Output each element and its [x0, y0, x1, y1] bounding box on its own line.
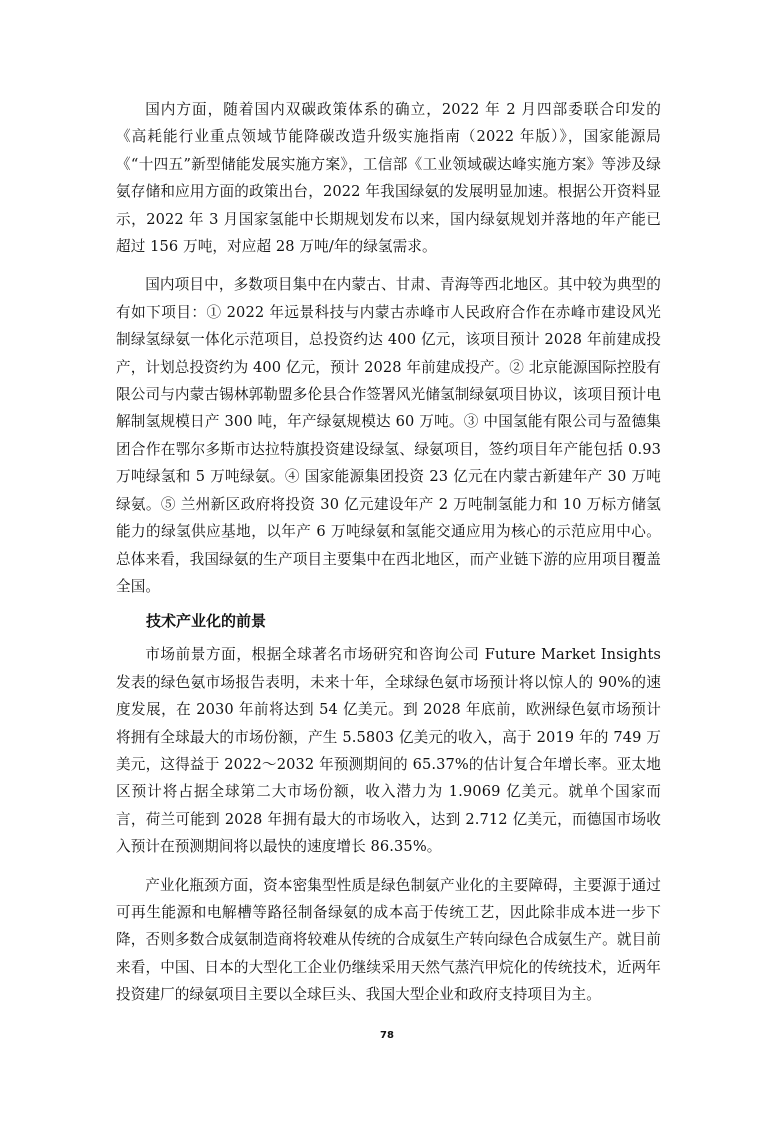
paragraph-market-outlook: 市场前景方面，根据全球著名市场研究和咨询公司 Future Market Insights 发表的绿色氨市场报告表明，未来十年，全球绿色氨市场预计将以惊人的 90%的速度发展，在 2030 年前将达到 54 亿美元。到 2028 年底前，欧洲绿色氨市场预计将拥有全球最大的市场份额，产生 5.5803 亿美元的收入，高于 2019 年的 749 万美元，这得益于 2022～2032 年预测期间的 65.37%的估计复合年增长率。亚太地区预计将占据全球第二大市场份额，收入潜力为 1.9069 亿美元。就单个国家而言，荷兰可能到 2028 年拥有最大的市场收入，达到 2.712 亿美元，而德国市场收入预计在预测期间将以最快的速度增长 86.35%。 — [116, 646, 661, 856]
page-content — [116, 96, 661, 1009]
paragraph-domestic-projects: 国内项目中，多数项目集中在内蒙古、甘肃、青海等西北地区。其中较为典型的有如下项目：① 2022 年远景科技与内蒙古赤峰市人民政府合作在赤峰市建设风光制绿氢绿氨一体化示范项目，总投资约达 400 亿元，该项目预计 2028 年前建成投产，计划总投资约为 400 亿元，预计 2028 年前建成投产。② 北京能源国际控股有限公司与内蒙古锡林郭勒盟多伦县合作签署风光储氢制绿氨项目协议，该项目预计电解制氢规模日产 300 吨，年产绿氨规模达 60 万吨。③ 中国氢能有限公司与盈德集团合作在鄂尔多斯市达拉特旗投资建设绿氢、绿氨项目，签约项目年产能包括 0.93 万吨绿氢和 5 万吨绿氨。④ 国家能源集团投资 23 亿元在内蒙古新建年产 30 万吨绿氨。⑤ 兰州新区政府将投资 30 亿元建设年产 2 万吨制氢能力和 10 万标方储氢能力的绿氢供应基地，以年产 6 万吨绿氨和氢能交通应用为核心的示范应用中心。总体来看，我国绿氨的生产项目主要集中在西北地区，而产业链下游的应用项目覆盖全国。 — [116, 276, 661, 595]
page-number: 78 — [380, 1030, 394, 1041]
section-heading: 技术产业化的前景 — [146, 612, 267, 631]
paragraph-domestic-policy: 国内方面，随着国内双碳政策体系的确立，2022 年 2 月四部委联合印发的《高耗能行业重点领域节能降碳改造升级实施指南（2022 年版）》，国家能源局《“十四五”新型储能发展实施方案》，工信部《工业领域碳达峰实施方案》等涉及绿氨存储和应用方面的政策出台，2022 年我国绿氨的发展明显加速。根据公开资料显示，2022 年 3 月国家氢能中长期规划发布以来，国内绿氨规划并落地的年产能已超过 156 万吨，对应超 28 万吨/年的绿氢需求。 — [116, 101, 661, 256]
paragraph-industrialization-bottleneck: 产业化瓶颈方面，资本密集型性质是绿色制氨产业化的主要障碍，主要源于通过可再生能源和电解槽等路径制备绿氨的成本高于传统工艺，因此除非成本进一步下降，否则多数合成氨制造商将较难从传统的合成氨生产转向绿色合成氨生产。就目前来看，中国、日本的大型化工企业仍继续采用天然气蒸汽甲烷化的传统技术，近两年投资建厂的绿氨项目主要以全球巨头、我国大型企业和政府支持项目为主。 — [116, 876, 661, 1004]
